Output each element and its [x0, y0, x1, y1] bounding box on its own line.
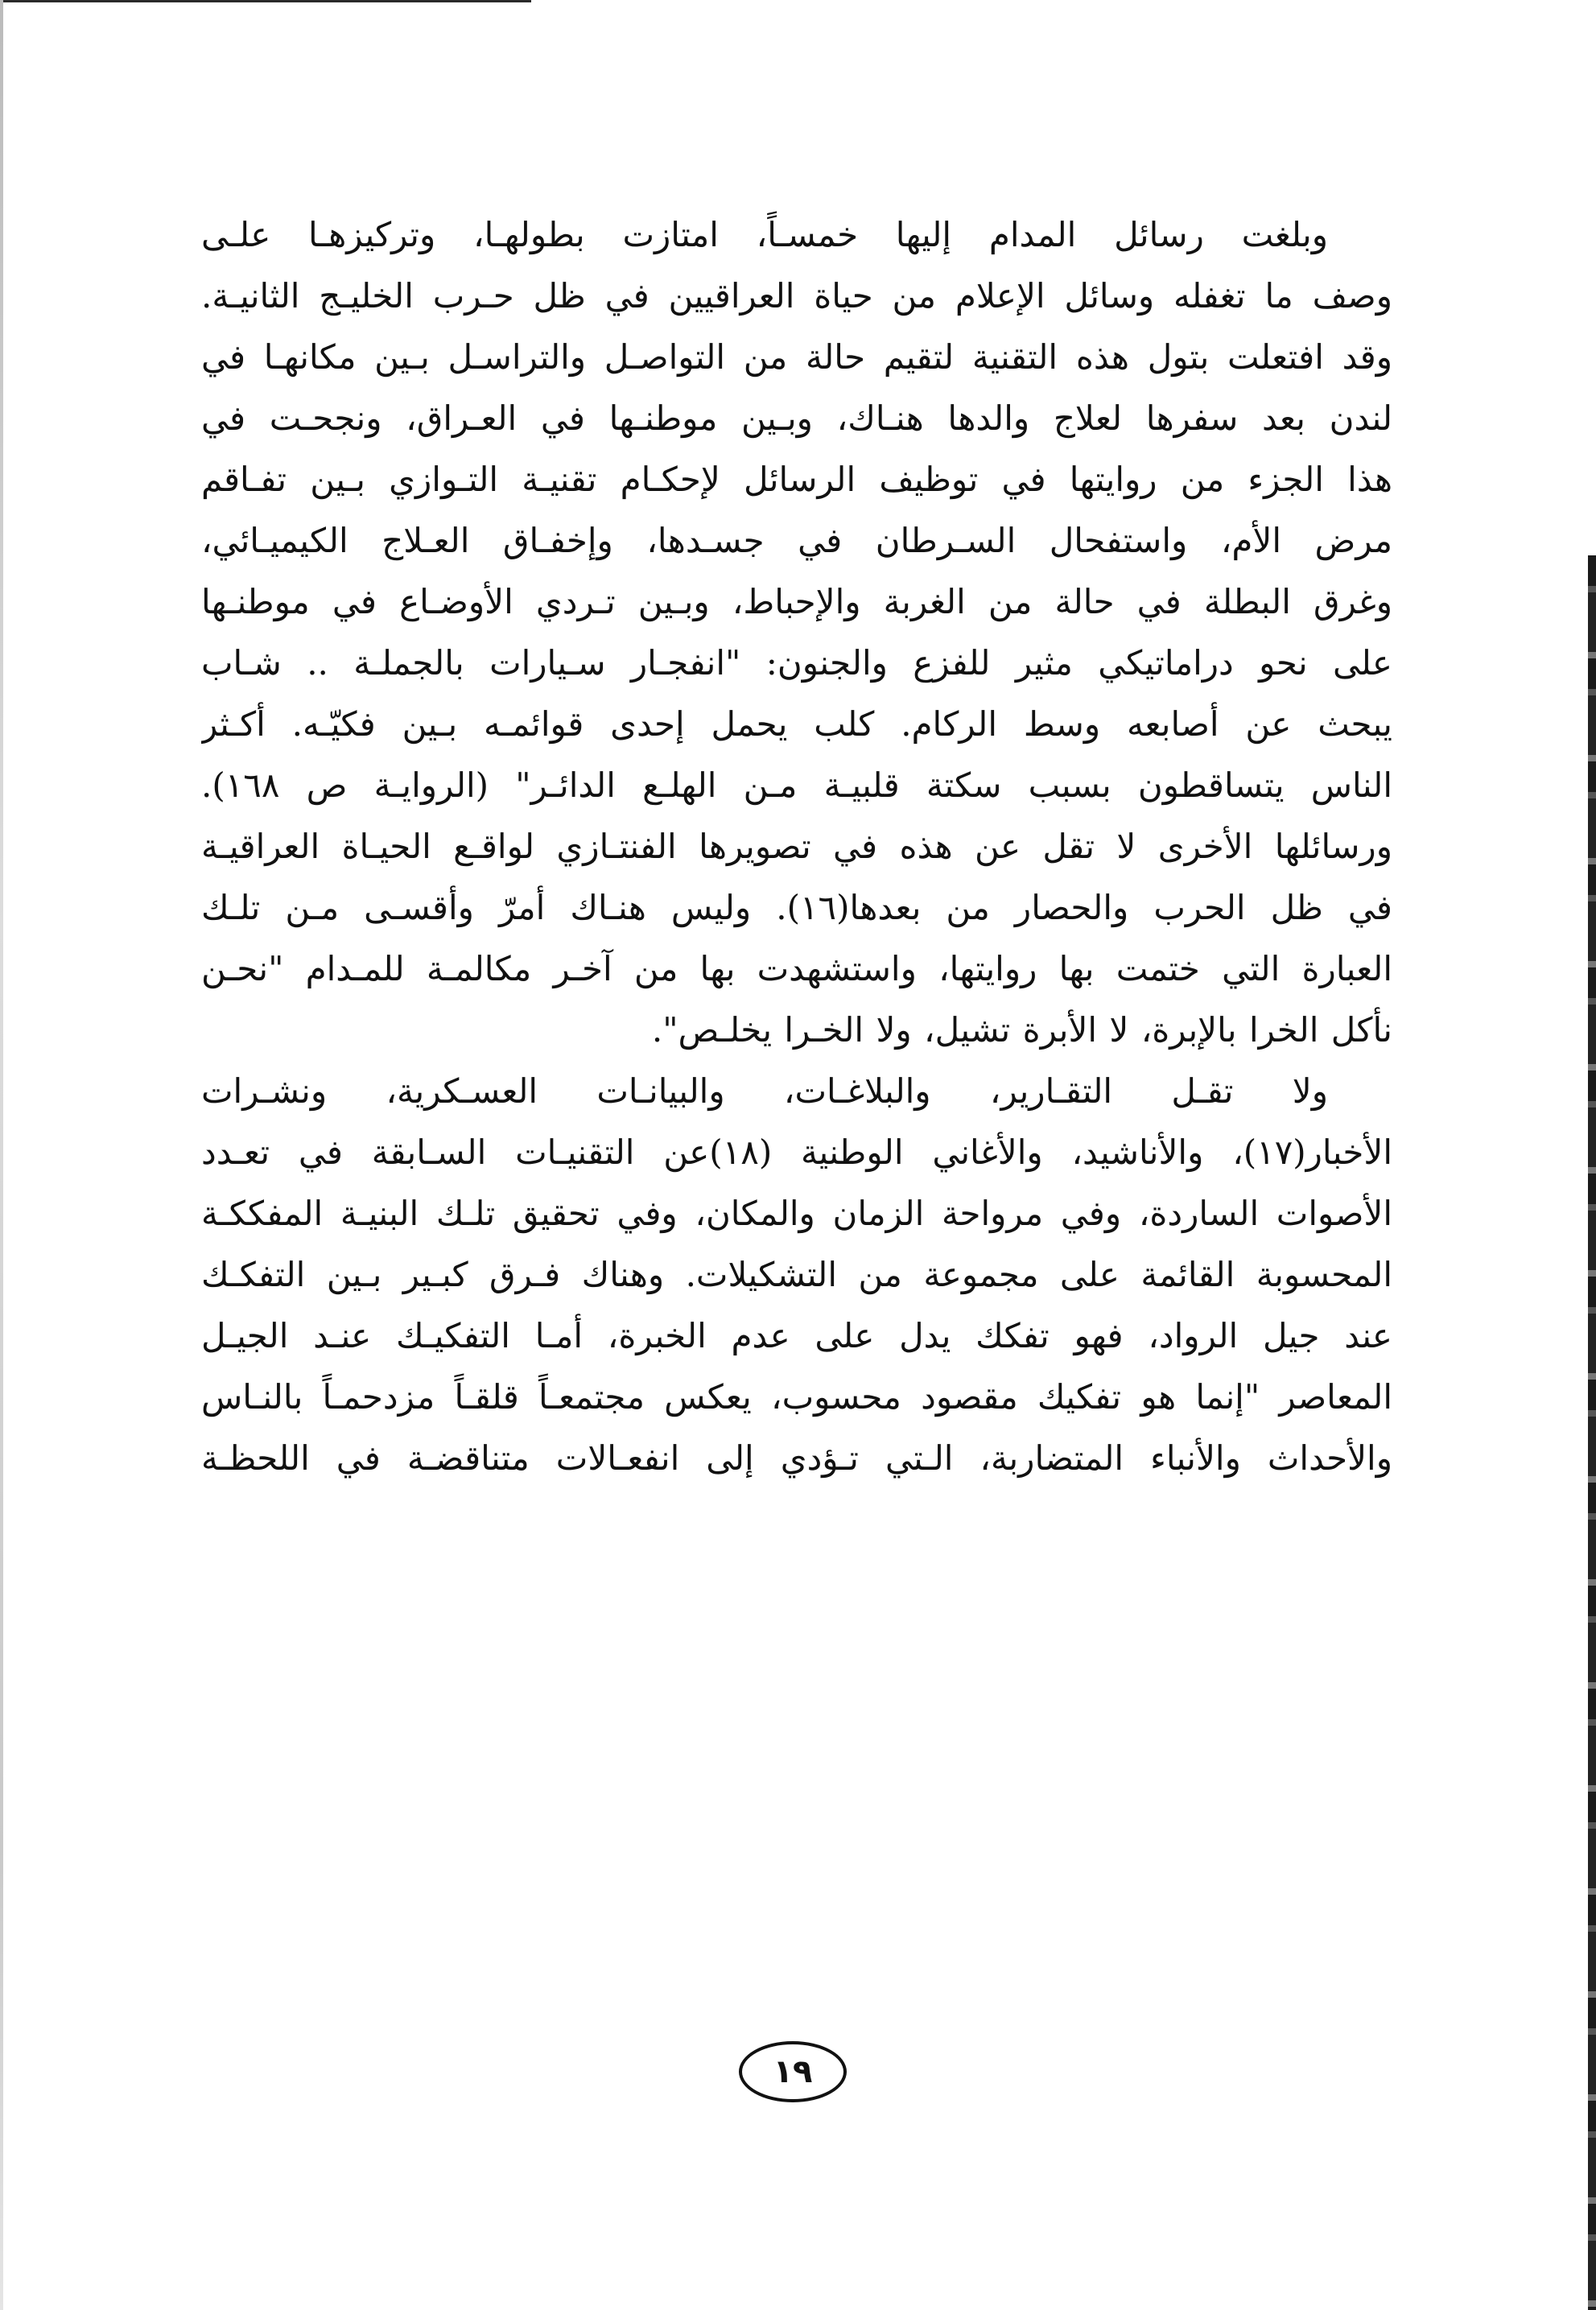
- page-number: ١٩: [739, 2041, 847, 2102]
- text-line: يبحث عن أصابعه وسط الركام. كلب يحمل إحدى قوائمـه بـين فكيّـه. أكـثر: [201, 704, 1392, 744]
- text-line: على نحو دراماتيكي مثير للفزع والجنون: "انفجـار سـيارات بالجملـة .. شـاب: [201, 643, 1392, 683]
- text-line: ورسائلها الأخرى لا تقل عن هذه في تصويرها الفنتـازي لواقـع الحيـاة العراقيـة: [201, 827, 1392, 866]
- text-line: نأكل الخرا بالإبرة، لا الأبرة تشيل، ولا الخـرا يخلـص".: [651, 1010, 1392, 1050]
- text-line: مرض الأم، واستفحال السـرطان في جسـدها، وإخفـاق العـلاج الكيميـائي،: [201, 521, 1392, 560]
- text-line: وبلغت رسائل المدام إليها خمسـاً، امتازت بطولهـا، وتركيزهـا علـى: [201, 215, 1328, 254]
- text-line: والأحداث والأنباء المتضاربة، الـتي تـؤدي إلى انفعـالات متناقضـة في اللحظـة: [201, 1438, 1392, 1478]
- scan-edge-right: [1588, 555, 1596, 2310]
- text-line: وغرق البطلة في حالة من الغربة والإحباط، وبـين تـردي الأوضـاع في موطنـها: [201, 582, 1392, 621]
- text-line: وقد افتعلت بتول هذه التقنية لتقيم حالة من التواصـل والتراسـل بـين مكانهـا في: [201, 337, 1392, 377]
- text-line: العبارة التي ختمت بها روايتها، واستشهدت بها من آخـر مكالمـة للمـدام "نحـن: [201, 949, 1392, 988]
- text-line: المعاصر "إنما هو تفكيك مقصود محسوب، يعكس مجتمعـاً قلقـاً مزدحمـاً بالنـاس: [201, 1377, 1392, 1417]
- text-line: هذا الجزء من روايتها في توظيف الرسائل لإحكـام تقنيـة التـوازي بـين تفـاقم: [201, 460, 1392, 499]
- text-line: الأصوات الساردة، وفي مرواحة الزمان والمكان، وفي تحقيق تلـك البنيـة المفككـة: [201, 1194, 1392, 1233]
- text-line: عند جيل الرواد، فهو تفكك يدل على عدم الخبرة، أمـا التفكيـك عنـد الجيـل: [201, 1316, 1392, 1355]
- text-line: في ظل الحرب والحصار من بعدها(١٦). وليس هنـاك أمرّ وأقسـى مـن تلـك: [201, 888, 1392, 927]
- text-line: الناس يتساقطون بسبب سكتة قلبيـة مـن الهلـع الدائـر" (الروايـة ص ١٦٨).: [201, 765, 1392, 805]
- text-line: لندن بعد سفرها لعلاج والدها هنـاك، وبـين موطنـها في العـراق، ونجحـت في: [201, 398, 1392, 438]
- scan-edge-top: [0, 0, 531, 2]
- text-line: وصف ما تغفله وسائل الإعلام من حياة العراقيين في ظل حـرب الخليـج الثانيـة.: [201, 276, 1392, 316]
- scan-edge-left: [0, 0, 3, 2310]
- page-body-text: [201, 208, 1392, 1492]
- text-line: ولا تقـل التقـارير، والبلاغـات، والبيانـات العسـكرية، ونشـرات: [201, 1071, 1328, 1111]
- text-line: الأخبار(١٧)، والأناشيد، والأغاني الوطنية (١٨)عن التقنيـات السـابقة في تعـدد: [201, 1132, 1392, 1172]
- text-line: المحسوبة القائمة على مجموعة من التشكيلات. وهناك فـرق كبـير بـين التفكـك: [201, 1255, 1392, 1294]
